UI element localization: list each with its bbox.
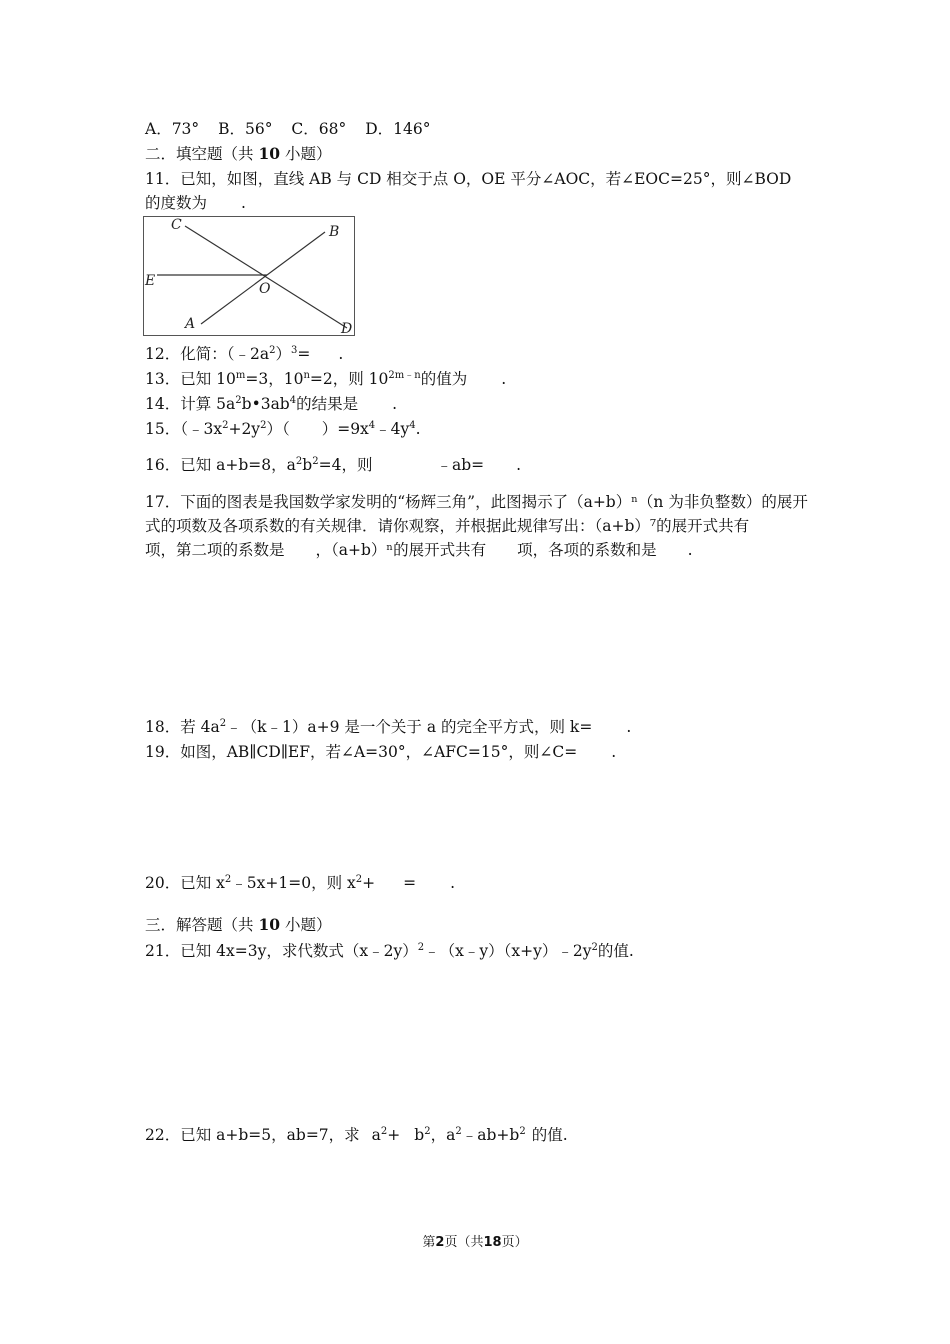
label-d: D (341, 321, 353, 336)
question-13: 13．已知 $10^m=3$，$10^n=2$，则 $10^{2m﹣n}$的值为 . (145, 370, 507, 388)
question-18: 18．若 $4a^2﹣(k﹣1)a+9$ 是一个关于 a 的完全平方式，则 k= . (145, 718, 632, 736)
label-b: B (329, 224, 340, 240)
question-11-line2: 的度数为 . (145, 194, 246, 212)
option-a: A．73° (145, 120, 200, 138)
section-heading-solve: 三．解答题（共 10 小题） (145, 915, 332, 934)
figure-intersecting-lines (143, 216, 355, 336)
question-21: 21．已知 4x=3y，求代数式$(x﹣2y)^2﹣(x﹣y)(x+y)﹣2y^2$的值. (145, 942, 634, 960)
question-19: 19．如图，AB∥CD∥EF，若∠A=30°，∠AFC=15°，则∠C= . (145, 743, 617, 761)
figure-border (144, 217, 355, 336)
question-16: 16．已知 a+b=8，$a^2b^2=4$，则 ﹣ab= . (145, 456, 522, 474)
option-c: C．68° (291, 120, 347, 138)
option-b: B．56° (218, 120, 273, 138)
line-ab (201, 232, 325, 324)
option-d: D．146° (365, 120, 431, 138)
question-11-line1: 11．已知，如图，直线 AB 与 CD 相交于点 O，OE 平分∠AOC，若∠EOC=25°，则∠BOD (145, 170, 792, 188)
line-cd (185, 226, 347, 328)
page-footer: 第2页（共18页） (422, 1235, 528, 1250)
question-14: 14．计算 $5a^2b•3ab^4$的结果是 . (145, 395, 398, 413)
question-20: 20．已知 $x^2﹣5x+1=0$，则 $x^2+$ = . (145, 874, 456, 892)
question-17: 17．下面的图表是我国数学家发明的“杨辉三角”，此图揭示了（a+b）ⁿ（n 为非负整数）的展开式的项数及各项系数的有关规律．请你观察，并根据此规律写出：（a+b）⁷的展开式共有 项，第二项的系数是 ，（a+b）ⁿ的展开式共有 项，各项的系数和是 . (145, 493, 808, 559)
question-22: 22．已知 a+b=5，ab=7，求 $a^2+ b^2$，$a^2﹣ab+b^2$ 的值. (145, 1126, 568, 1144)
question-15: 15．$(﹣3x^2+2y^2)$（ ）$=9x^4﹣4y^4$. (145, 420, 421, 438)
label-a: A (185, 316, 196, 332)
section-heading-fill-in: 二．填空题（共 10 小题） (145, 144, 332, 163)
question-12: 12．化简：$(﹣2a^2)^3=$ . (145, 345, 344, 363)
label-o: O (259, 281, 271, 297)
label-c: C (171, 217, 182, 233)
mc-options (145, 119, 430, 139)
label-e: E (145, 273, 156, 289)
